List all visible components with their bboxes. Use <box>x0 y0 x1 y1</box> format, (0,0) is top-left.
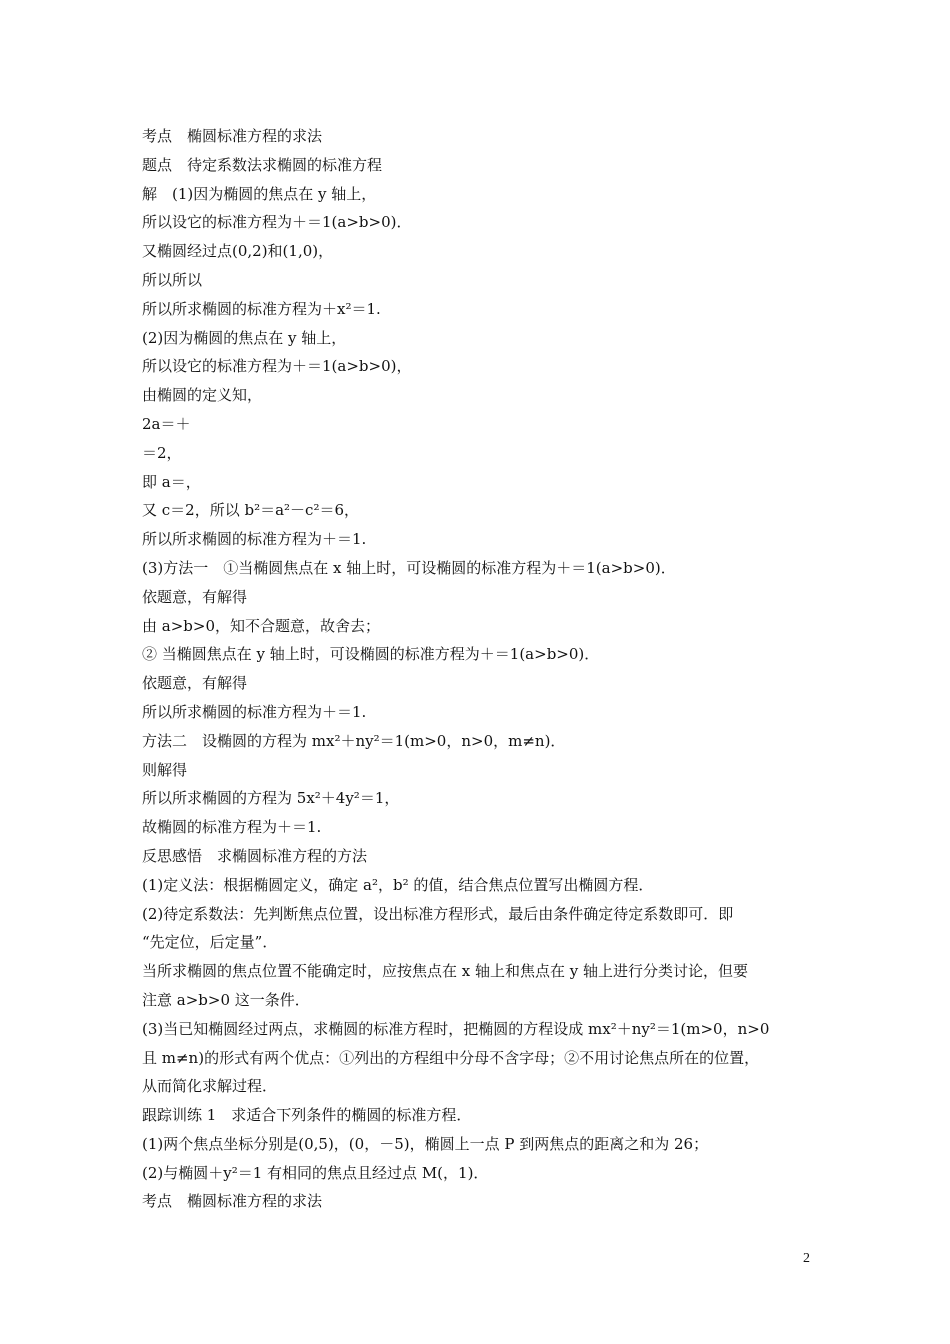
text-line: 考点 椭圆标准方程的求法 <box>142 1192 323 1211</box>
text-line: 所以所求椭圆的标准方程为＋＝1. <box>142 530 367 549</box>
text-line: (1)两个焦点坐标分别是(0,5)，(0，－5)，椭圆上一点 P 到两焦点的距离之和为 26； <box>142 1134 709 1153</box>
text-line: 所以设它的标准方程为＋＝1(a>b>0)． <box>142 213 412 232</box>
text-line: 所以所求椭圆的标准方程为＋＝1. <box>142 702 367 721</box>
text-line: 所以所求椭圆的标准方程为＋x²＝1. <box>142 299 381 318</box>
text-line: 则解得 <box>142 760 188 779</box>
text-line: 又 c＝2，所以 b²＝a²－c²＝6， <box>142 501 360 520</box>
text-line: 且 m≠n)的形式有两个优点：①列出的方程组中分母不含字母；②不用讨论焦点所在的位置， <box>142 1048 760 1067</box>
text-line: 注意 a>b>0 这一条件． <box>142 990 310 1009</box>
text-line: ＝2， <box>142 443 182 462</box>
text-line: 方法二 设椭圆的方程为 mx²＋ny²＝1(m>0，n>0，m≠n)． <box>142 731 566 750</box>
text-line: 又椭圆经过点(0,2)和(1,0)， <box>142 242 334 261</box>
text-line: 所以所以 <box>142 270 203 289</box>
text-line: 解 (1)因为椭圆的焦点在 y 轴上， <box>142 184 377 203</box>
text-line: “先定位，后定量”． <box>142 933 278 952</box>
text-line: (2)待定系数法：先判断焦点位置，设出标准方程形式，最后由条件确定待定系数即可．即 <box>142 904 734 923</box>
text-line: 依题意，有解得 <box>142 587 248 606</box>
text-line: 反思感悟 求椭圆标准方程的方法 <box>142 846 368 865</box>
text-line: 当所求椭圆的焦点位置不能确定时，应按焦点在 x 轴上和焦点在 y 轴上进行分类讨论，但要 <box>142 962 749 981</box>
text-line: 题点 待定系数法求椭圆的标准方程 <box>142 155 383 174</box>
text-line: (3)方法一 ①当椭圆焦点在 x 轴上时，可设椭圆的标准方程为＋＝1(a>b>0)． <box>142 558 676 577</box>
text-line: 即 a＝， <box>142 472 201 491</box>
text-line: (2)因为椭圆的焦点在 y 轴上， <box>142 328 347 347</box>
text-line: 所以设它的标准方程为＋＝1(a>b>0)， <box>142 357 412 376</box>
text-line: 跟踪训练 1 求适合下列条件的椭圆的标准方程． <box>142 1106 472 1125</box>
text-line: 2a＝＋ <box>142 414 191 433</box>
text-line: 故椭圆的标准方程为＋＝1. <box>142 818 322 837</box>
text-line: ② 当椭圆焦点在 y 轴上时，可设椭圆的标准方程为＋＝1(a>b>0)． <box>142 645 600 664</box>
text-line: 由 a>b>0，知不合题意，故舍去； <box>142 616 380 635</box>
text-line: 考点 椭圆标准方程的求法 <box>142 127 323 145</box>
text-line: 所以所求椭圆的方程为 5x²＋4y²＝1， <box>142 789 400 808</box>
text-line: (3)当已知椭圆经过两点，求椭圆的标准方程时，把椭圆的方程设成 mx²＋ny²＝1(m>0，n>0 <box>142 1019 770 1038</box>
text-line: (2)与椭圆＋y²＝1 有相同的焦点且经过点 M(，1)． <box>142 1163 489 1182</box>
text-line: 由椭圆的定义知， <box>142 386 263 405</box>
page-number: 2 <box>803 1251 810 1266</box>
text-line: 依题意，有解得 <box>142 674 248 693</box>
text-line: 从而简化求解过程． <box>142 1077 278 1096</box>
text-line: (1)定义法：根据椭圆定义，确定 a²，b² 的值，结合焦点位置写出椭圆方程． <box>142 875 654 894</box>
document-body <box>142 122 822 1216</box>
